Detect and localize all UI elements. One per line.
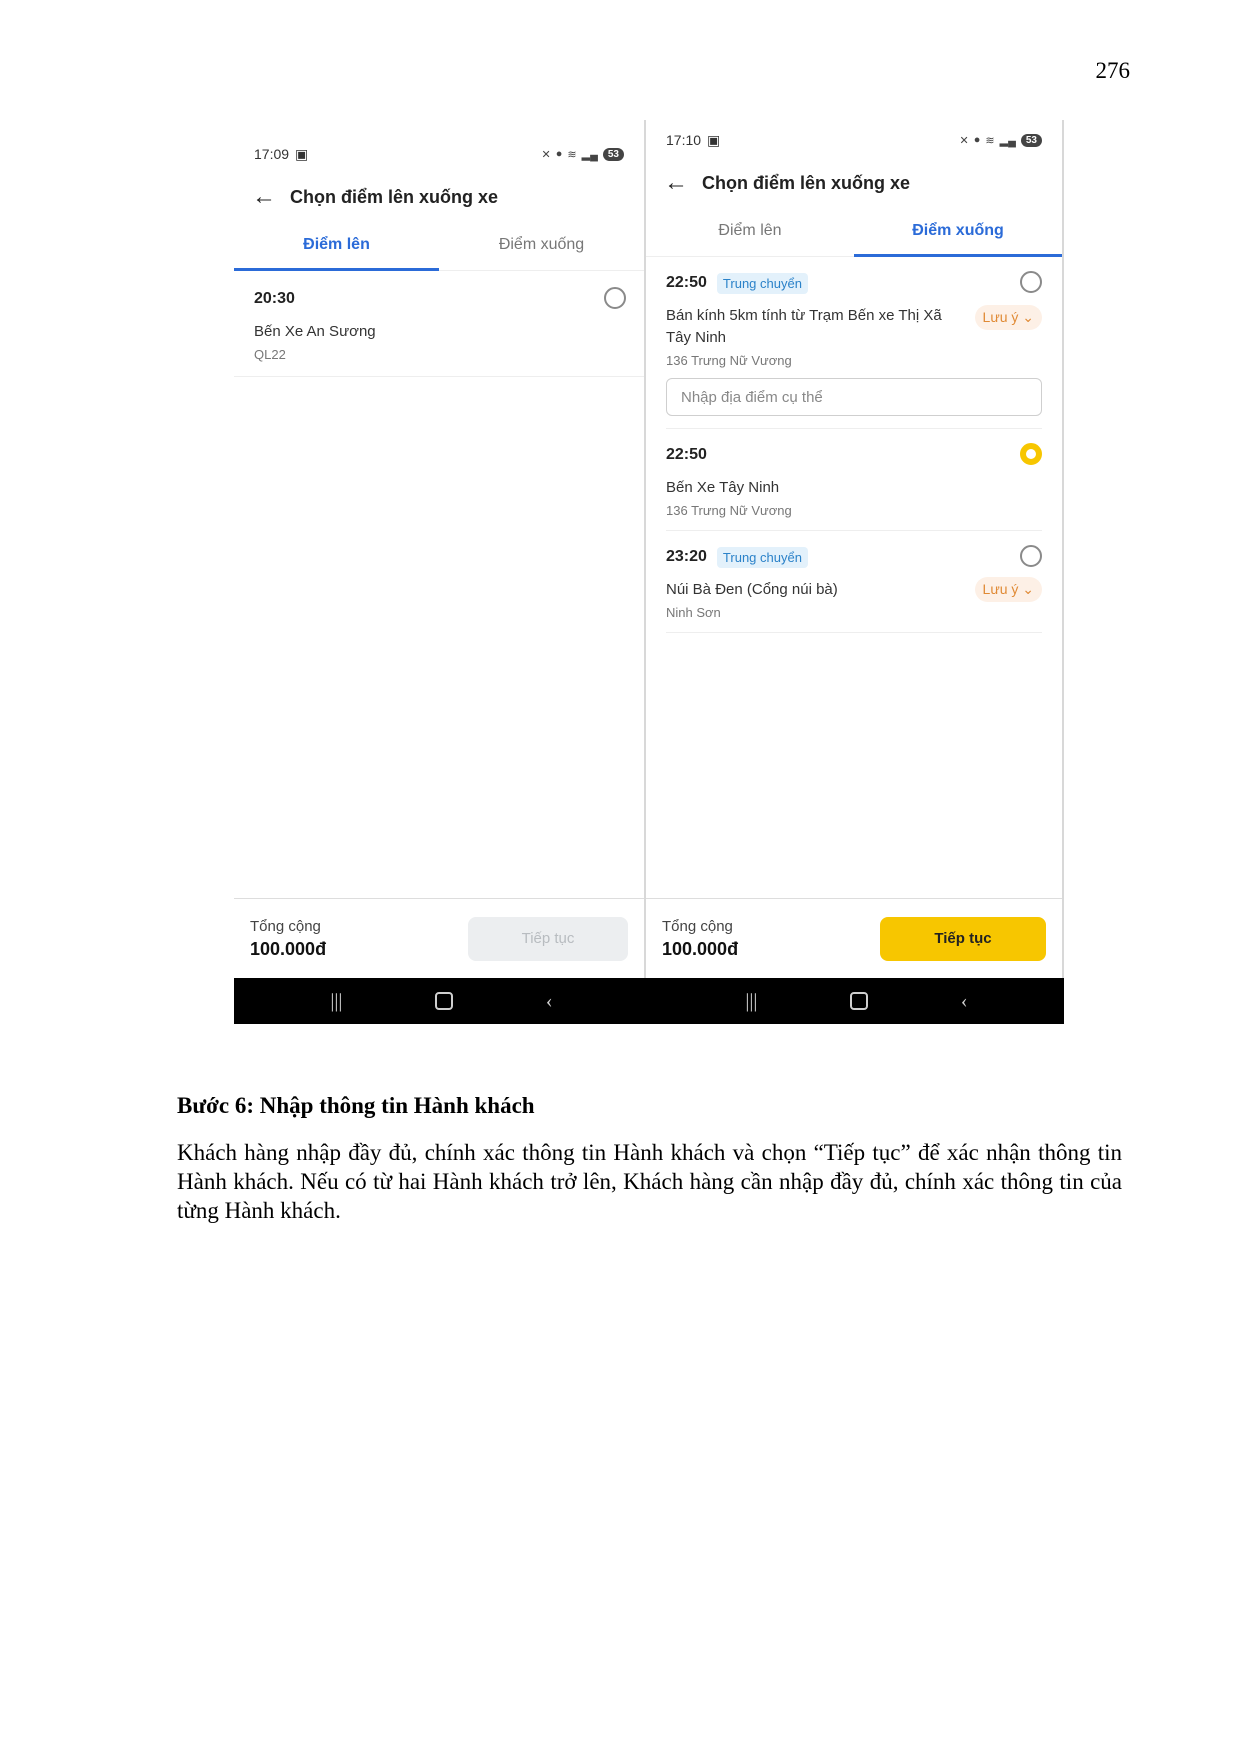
note-chip[interactable] <box>975 577 1042 602</box>
screenshot-icon: ▣ <box>707 131 721 148</box>
signal-icon: ▂▄ <box>999 134 1016 147</box>
transfer-badge: Trung chuyển <box>717 547 808 568</box>
status-bar <box>234 134 644 174</box>
chevron-down-icon: ⌄ <box>1022 309 1034 325</box>
radio-button[interactable] <box>1020 271 1042 293</box>
phone-screen-pickup <box>234 120 644 978</box>
home-icon[interactable] <box>435 992 453 1010</box>
tab-dropoff[interactable]: Điểm xuống <box>854 206 1062 256</box>
continue-button[interactable]: Tiếp tục <box>880 917 1046 961</box>
tab-pickup[interactable]: Điểm lên <box>718 222 782 239</box>
note-label: Lưu ý <box>982 309 1019 325</box>
page-number: 276 <box>1095 58 1130 83</box>
location-icon: ● <box>973 134 981 146</box>
phone-screen-dropoff <box>644 120 1064 978</box>
header <box>646 160 1062 206</box>
screenshot-icon: ▣ <box>295 145 309 162</box>
status-time: 17:10 <box>666 132 702 148</box>
tab-bar <box>234 220 644 271</box>
header <box>234 174 644 220</box>
battery-icon: 53 <box>1021 134 1042 147</box>
stop-list-item[interactable] <box>666 531 1042 633</box>
stop-list-item[interactable] <box>666 257 1042 429</box>
recent-apps-icon[interactable]: ||| <box>330 989 343 1012</box>
back-arrow-icon[interactable]: ← <box>252 183 276 210</box>
android-nav-bar <box>234 978 1064 1024</box>
radio-button[interactable] <box>1020 545 1042 567</box>
note-chip[interactable] <box>975 305 1042 330</box>
step-heading: Bước 6: Nhập thông tin Hành khách <box>177 1093 535 1118</box>
back-nav-icon[interactable]: ‹ <box>960 989 968 1012</box>
stop-name: Núi Bà Đen (Cổng núi bà) <box>666 581 838 598</box>
stop-name: Bến Xe An Sương <box>254 323 376 340</box>
stop-name: Bến Xe Tây Ninh <box>666 479 780 496</box>
specific-location-input[interactable]: Nhập địa điểm cụ thể <box>666 378 1042 416</box>
stop-list-item[interactable] <box>666 429 1042 531</box>
status-time: 17:09 <box>254 146 290 162</box>
radio-button[interactable] <box>604 287 626 309</box>
total-value: 100.000đ <box>250 938 327 959</box>
stop-time: 22:50 <box>666 446 707 463</box>
stop-time: 20:30 <box>254 290 295 307</box>
home-icon[interactable] <box>850 992 868 1010</box>
status-bar <box>646 120 1062 160</box>
chevron-down-icon: ⌄ <box>1022 581 1034 597</box>
mute-icon: ✕ <box>959 134 969 147</box>
transfer-badge: Trung chuyển <box>717 273 808 294</box>
page-title: Chọn điểm lên xuống xe <box>702 172 911 193</box>
tab-pickup[interactable]: Điểm lên <box>234 220 439 270</box>
app-screenshots-figure <box>234 120 1064 1024</box>
radio-button-selected[interactable] <box>1020 443 1042 465</box>
step-body: Khách hàng nhập đầy đủ, chính xác thông tin Hành khách và chọn “Tiếp tục” để xác nhận thông tin Hành khách. Nếu có từ hai Hành khách trở lên, Khách hàng cần nhập đầy đủ, chính xác thông tin của từng Hành khách. <box>177 1140 1122 1223</box>
battery-icon: 53 <box>603 148 624 161</box>
recent-apps-icon[interactable]: ||| <box>745 989 758 1012</box>
tab-bar <box>646 206 1062 257</box>
mute-icon: ✕ <box>541 148 551 161</box>
stop-time: 22:50 <box>666 274 707 291</box>
total-value: 100.000đ <box>662 938 739 959</box>
signal-icon: ▂▄ <box>581 148 598 161</box>
stop-time: 23:20 <box>666 548 707 565</box>
location-icon: ● <box>555 148 563 160</box>
continue-button[interactable]: Tiếp tục <box>468 917 628 961</box>
footer-bar <box>234 898 644 978</box>
footer-bar <box>646 898 1062 978</box>
stop-list-item[interactable] <box>234 271 644 377</box>
note-label: Lưu ý <box>982 581 1019 597</box>
total-label: Tổng cộng <box>662 917 733 935</box>
stop-name: Bán kính 5km tính từ Trạm Bến xe Thị Xã Tây Ninh <box>666 307 942 346</box>
page-title: Chọn điểm lên xuống xe <box>290 186 499 207</box>
tab-dropoff[interactable]: Điểm xuống <box>498 236 585 253</box>
stop-address: QL22 <box>254 347 286 362</box>
stop-address: 136 Trưng Nữ Vương <box>666 353 792 368</box>
back-arrow-icon[interactable]: ← <box>664 169 688 196</box>
back-nav-icon[interactable]: ‹ <box>545 989 553 1012</box>
total-label: Tổng cộng <box>250 917 321 935</box>
stop-address: 136 Trưng Nữ Vương <box>666 503 792 518</box>
wifi-icon: ≋ <box>985 134 995 147</box>
wifi-icon: ≋ <box>567 148 577 161</box>
stop-address: Ninh Sơn <box>666 605 721 620</box>
